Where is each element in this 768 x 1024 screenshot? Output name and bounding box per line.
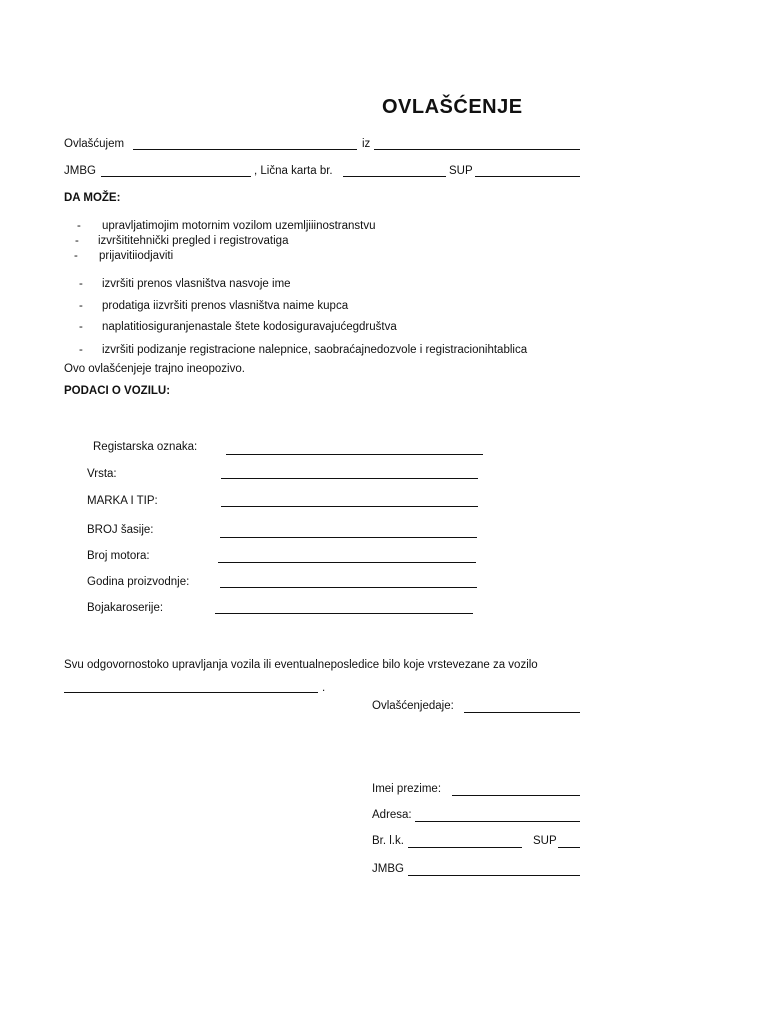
bullet-dash: - (77, 220, 81, 232)
da-moze-heading: DA MOŽE: (64, 192, 121, 204)
vehicle-data-heading: PODACI O VOZILU: (64, 385, 171, 397)
issued-label: Ovlašćenjedaje: (372, 700, 454, 712)
jmbg-signature-label: JMBG (372, 863, 404, 875)
body-color-label: Bojakaroserije: (87, 602, 164, 614)
name-label: Imei prezime: (372, 783, 442, 795)
list-item: izvršititehnički pregled i registrovatiga (98, 235, 289, 247)
body-color-field[interactable] (215, 613, 473, 614)
liability-person-field[interactable] (64, 692, 318, 693)
registration-label: Registarska oznaka: (93, 441, 198, 453)
chassis-label: BROJ šasije: (87, 524, 154, 536)
id-card-label: , Lična karta br. (254, 165, 333, 177)
id-number-label: Br. l.k. (372, 835, 404, 847)
list-item: naplatitiosiguranjenastale štete kodosiguravajućegdruštva (102, 321, 397, 333)
issued-date-field[interactable] (464, 712, 580, 713)
address-label: Adresa: (372, 809, 412, 821)
jmbg-field[interactable] (101, 176, 251, 177)
name-field[interactable] (452, 795, 580, 796)
address-field[interactable] (415, 821, 580, 822)
irrevocable-text: Ovo ovlašćenjeje trajno ineopozivo. (64, 363, 245, 375)
sup-signature-field[interactable] (558, 847, 580, 848)
list-item: izvršiti prenos vlasništva nasvoje ime (102, 278, 291, 290)
bullet-dash: - (79, 300, 83, 312)
chassis-field[interactable] (220, 537, 477, 538)
list-item: upravljatimojim motornim vozilom uzemljiiinostranstvu (102, 220, 376, 232)
list-item: prijavitiiodjaviti (99, 250, 174, 262)
make-model-field[interactable] (221, 506, 478, 507)
sup-signature-label: SUP (533, 835, 557, 847)
engine-number-label: Broj motora: (87, 550, 150, 562)
bullet-dash: - (79, 344, 83, 356)
engine-number-field[interactable] (218, 562, 476, 563)
jmbg-signature-field[interactable] (408, 875, 580, 876)
type-field[interactable] (221, 478, 478, 479)
jmbg-label: JMBG (64, 165, 96, 177)
from-place-field[interactable] (374, 149, 580, 150)
production-year-label: Godina proizvodnje: (87, 576, 190, 588)
bullet-dash: - (79, 321, 83, 333)
authorize-label: Ovlašćujem (64, 138, 125, 150)
bullet-dash: - (79, 278, 83, 290)
document-title: OVLAŠĆENJE (382, 96, 523, 118)
bullet-dash: - (74, 250, 78, 262)
from-label: iz (362, 138, 371, 150)
id-number-field[interactable] (408, 847, 522, 848)
liability-text: Svu odgovornostoko upravljanja vozila ili eventualneposledice bilo koje vrstevezane za vozilo (64, 659, 538, 671)
list-item: prodatiga iizvršiti prenos vlasništva naime kupca (102, 300, 349, 312)
sup-label: SUP (449, 165, 473, 177)
period-mark: . (322, 682, 326, 694)
registration-field[interactable] (226, 454, 483, 455)
authorizer-name-field[interactable] (133, 149, 357, 150)
make-model-label: MARKA I TIP: (87, 495, 158, 507)
sup-field[interactable] (475, 176, 580, 177)
bullet-dash: - (75, 235, 79, 247)
list-item: izvršiti podizanje registracione nalepnice, saobraćajnedozvole i registracionihtablica (102, 344, 528, 356)
production-year-field[interactable] (220, 587, 477, 588)
type-label: Vrsta: (87, 468, 117, 480)
id-card-field[interactable] (343, 176, 446, 177)
